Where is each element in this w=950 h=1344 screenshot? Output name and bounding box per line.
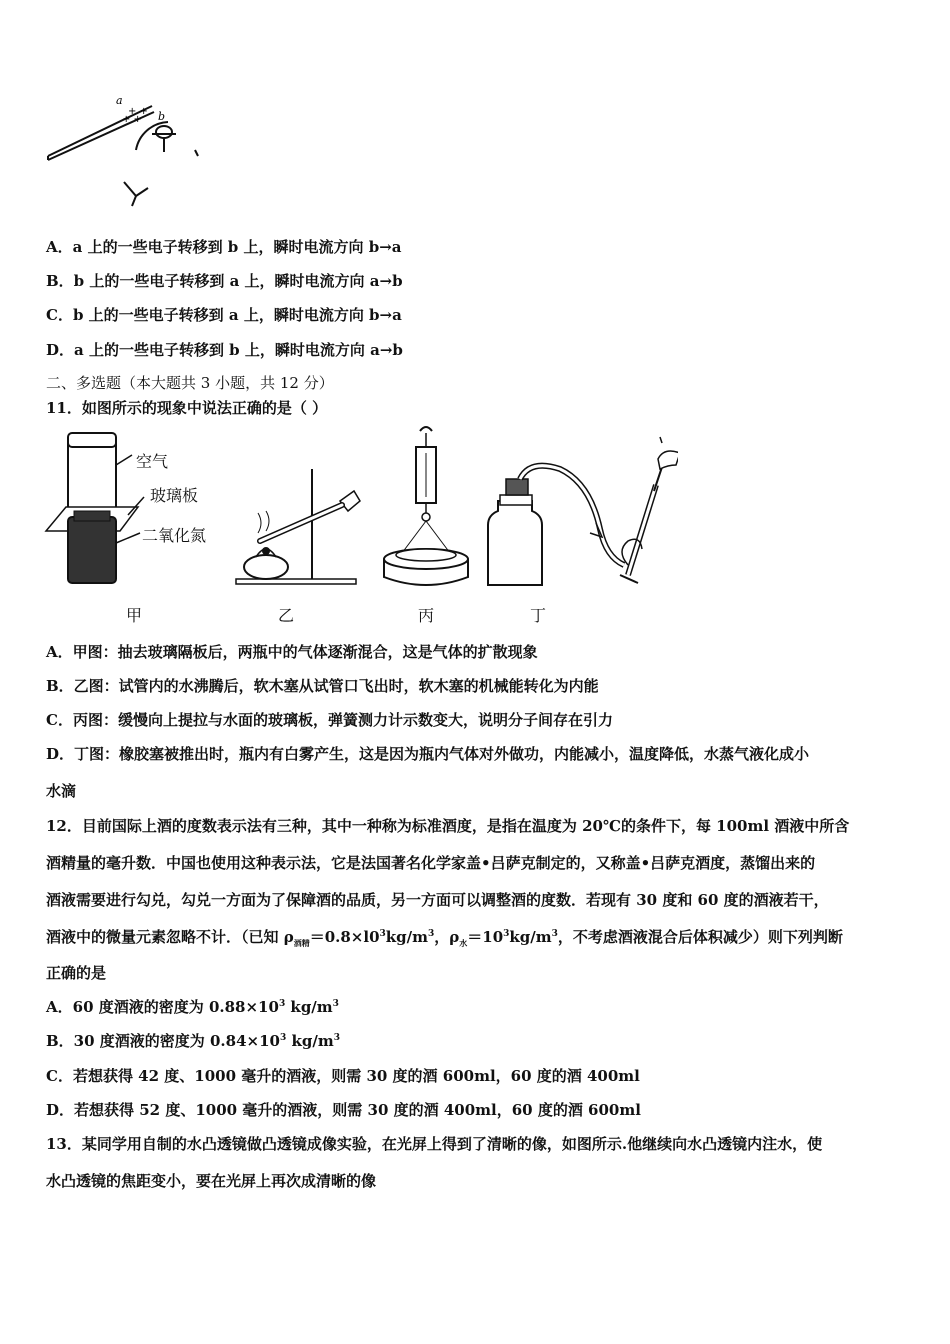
q10-option-b: B．b 上的一些电子转移到 a 上，瞬时电流方向 a→b (46, 272, 403, 290)
q12-stem-line-2: 酒精量的毫升数．中国也使用这种表示法，它是法国著名化学家盖•吕萨克制定的，又称盖•吕萨克酒度，蒸馏出来的 (46, 854, 816, 872)
spring-balance-apparatus (380, 425, 480, 590)
q11-option-d-cont: 水滴 (46, 782, 77, 800)
q10-option-d: D．a 上的一些电子转移到 b 上，瞬时电流方向 a→b (46, 341, 403, 359)
q12-stem-line-3: 酒液需要进行勾兑，勾兑一方面为了保障酒的品质，另一方面可以调整酒的度数．若现有 30 度和 60 度的酒液若干， (46, 891, 829, 909)
label-glass-plate: 玻璃板 (150, 486, 199, 505)
electroscope-figure (40, 92, 210, 212)
q11-stem: 11．如图所示的现象中说法正确的是（ ） (46, 399, 328, 417)
svg-text:+ +: + + (122, 114, 142, 125)
caption-bing: 丙 (418, 606, 435, 625)
bottle-pump-apparatus (478, 425, 678, 595)
q12-option-a: A．60 度酒液的密度为 $0.88\times 10^3$ $kg/m^3$ (46, 998, 339, 1016)
q11-option-a: A．甲图：抽去玻璃隔板后，两瓶中的气体逐渐混合，这是气体的扩散现象 (46, 643, 538, 661)
q12-option-d: D．若想获得 52 度、1000 毫升的酒液，则需 30 度的酒 400ml，60 度的酒 600ml (46, 1101, 641, 1119)
q11-option-b: B．乙图：试管内的水沸腾后，软木塞从试管口飞出时，软木塞的机械能转化为内能 (46, 677, 599, 695)
svg-text:+ +: + + (128, 106, 148, 117)
q11-figure (40, 425, 680, 635)
test-tube-apparatus (230, 459, 380, 589)
q12-stem-line-4: 酒液中的微量元素忽略不计．（已知 $\rho_{酒精}=0.8\times l0^3kg/m^3$，$\rho_水=10^3kg/m^3$，不考虑酒液混合后体积减少）则下列判断 (46, 928, 843, 948)
q12-stem-line-1: 12．目前国际上酒的度数表示法有三种，其中一种称为标准酒度，是指在温度为 20℃的条件下，每 100ml 酒液中所含 (46, 817, 850, 835)
q11-option-c: C．丙图：缓慢向上提拉与水面的玻璃板，弹簧测力计示数变大，说明分子间存在引力 (46, 711, 613, 729)
q12-stem-line-5: 正确的是 (46, 964, 107, 982)
q11-option-d: D．丁图：橡胶塞被推出时，瓶内有白雾产生，这是因为瓶内气体对外做功，内能减小，温度降低，水蒸气液化成小 (46, 745, 810, 763)
caption-yi: 乙 (278, 606, 295, 625)
label-no2: 二氧化氮 (142, 526, 207, 545)
q13-stem-line-2: 水凸透镜的焦距变小，要在光屏上再次成清晰的像 (46, 1172, 377, 1190)
q12-option-b: B．30 度酒液的密度为 $0.84\times 10^3$ $kg/m^3$ (46, 1032, 340, 1050)
caption-ding: 丁 (530, 606, 547, 625)
q13-stem-line-1: 13．某同学用自制的水凸透镜做凸透镜成像实验，在光屏上得到了清晰的像，如图所示.他继续向水凸透镜内注水，使 (46, 1135, 823, 1153)
q10-option-a: A．a 上的一些电子转移到 b 上，瞬时电流方向 b→a (46, 238, 402, 256)
label-b: b (158, 110, 166, 123)
label-air: 空气 (136, 452, 169, 471)
q12-option-c: C．若想获得 42 度、1000 毫升的酒液，则需 30 度的酒 600ml，60 度的酒 400ml (46, 1067, 640, 1085)
caption-jia: 甲 (126, 606, 143, 625)
q10-option-c: C．b 上的一些电子转移到 a 上，瞬时电流方向 b→a (46, 306, 402, 324)
section-heading: 二、多选题（本大题共 3 小题，共 12 分） (46, 374, 334, 392)
label-a: a (116, 94, 123, 107)
